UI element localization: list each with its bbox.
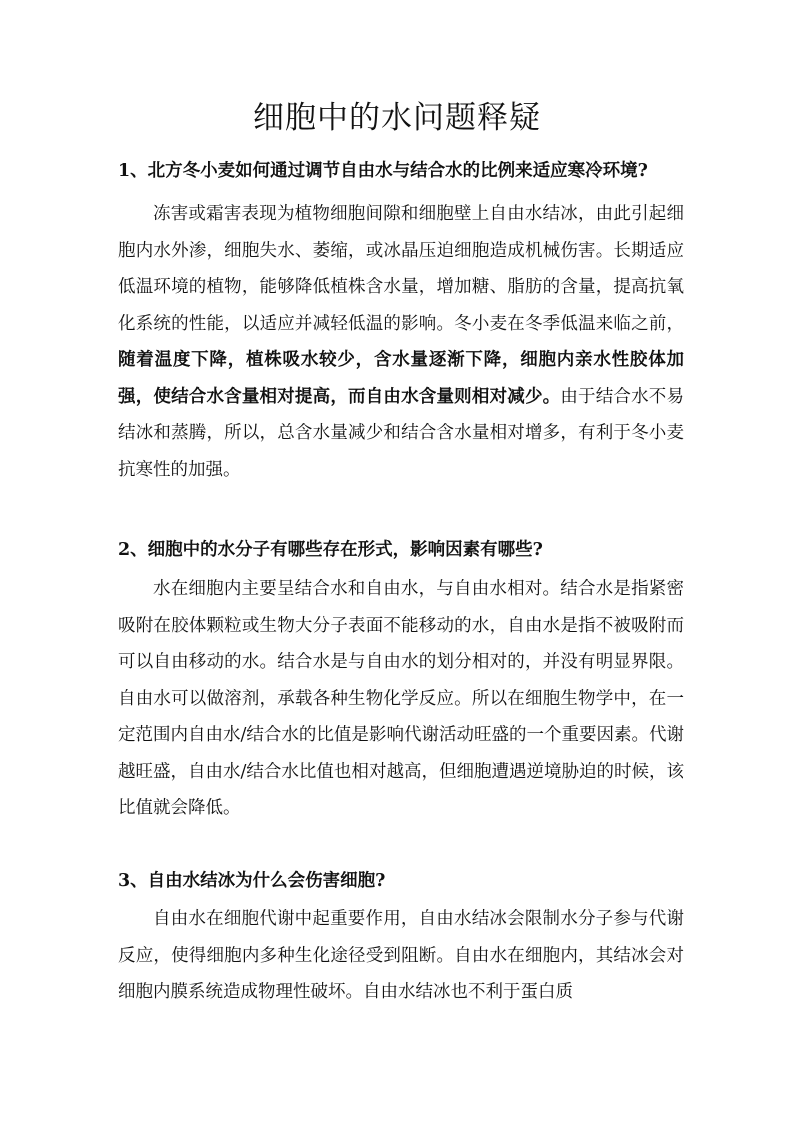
section-1-text-part2: 由于结合水不易结冰和蒸腾，所以，总含水量减少和结合含水量相对增多，有利于冬小麦抗寒性的加强。 xyxy=(118,386,685,480)
section-1-paragraph xyxy=(118,196,684,488)
section-2-heading: 2、细胞中的水分子有哪些存在形式，影响因素有哪些? xyxy=(118,540,543,560)
section-2-paragraph: 水在细胞内主要呈结合水和自由水，与自由水相对。结合水是指紧密吸附在胶体颗粒或生物大分子表面不能移动的水，自由水是指不被吸附而可以自由移动的水。结合水是与自由水的划分相对的，并没有明显界限。自由水可以做溶剂，承载各种生物化学反应。所以在细胞生物学中，在一定范围内自由水/结合水的比值是影响代谢活动旺盛的一个重要因素。代谢越旺盛，自由水/结合水比值也相对越高，但细胞遭遇逆境胁迫的时候，该比值就会降低。 xyxy=(118,579,684,818)
document-title: 细胞中的水问题释疑 xyxy=(253,100,541,136)
section-1-text-part1: 冻害或霜害表现为植物细胞间隙和细胞壁上自由水结冰，由此引起细胞内水外渗，细胞失水、萎缩，或冰晶压迫细胞造成机械伤害。长期适应低温环境的植物，能够降低植株含水量，增加糖、脂肪的含量，提高抗氧化系统的性能，以适应并减轻低温的影响。冬小麦在冬季低温来临之前， xyxy=(118,204,684,334)
section-3-heading: 3、自由水结冰为什么会伤害细胞? xyxy=(118,871,386,891)
section-1-bold-text: 随着温度下降，植株吸水较少，含水量逐渐下降，细胞内亲水性胶体加强，使结合水含量相对提高，而自由水含量则相对减少。 xyxy=(118,350,684,407)
section-1-heading: 1、北方冬小麦如何通过调节自由水与结合水的比例来适应寒冷环境? xyxy=(118,161,648,181)
section-3-paragraph: 自由水在细胞代谢中起重要作用，自由水结冰会限制水分子参与代谢反应，使得细胞内多种生化途径受到阻断。自由水在细胞内，其结冰会对细胞内膜系统造成物理性破坏。自由水结冰也不利于蛋白质 xyxy=(118,909,684,1002)
